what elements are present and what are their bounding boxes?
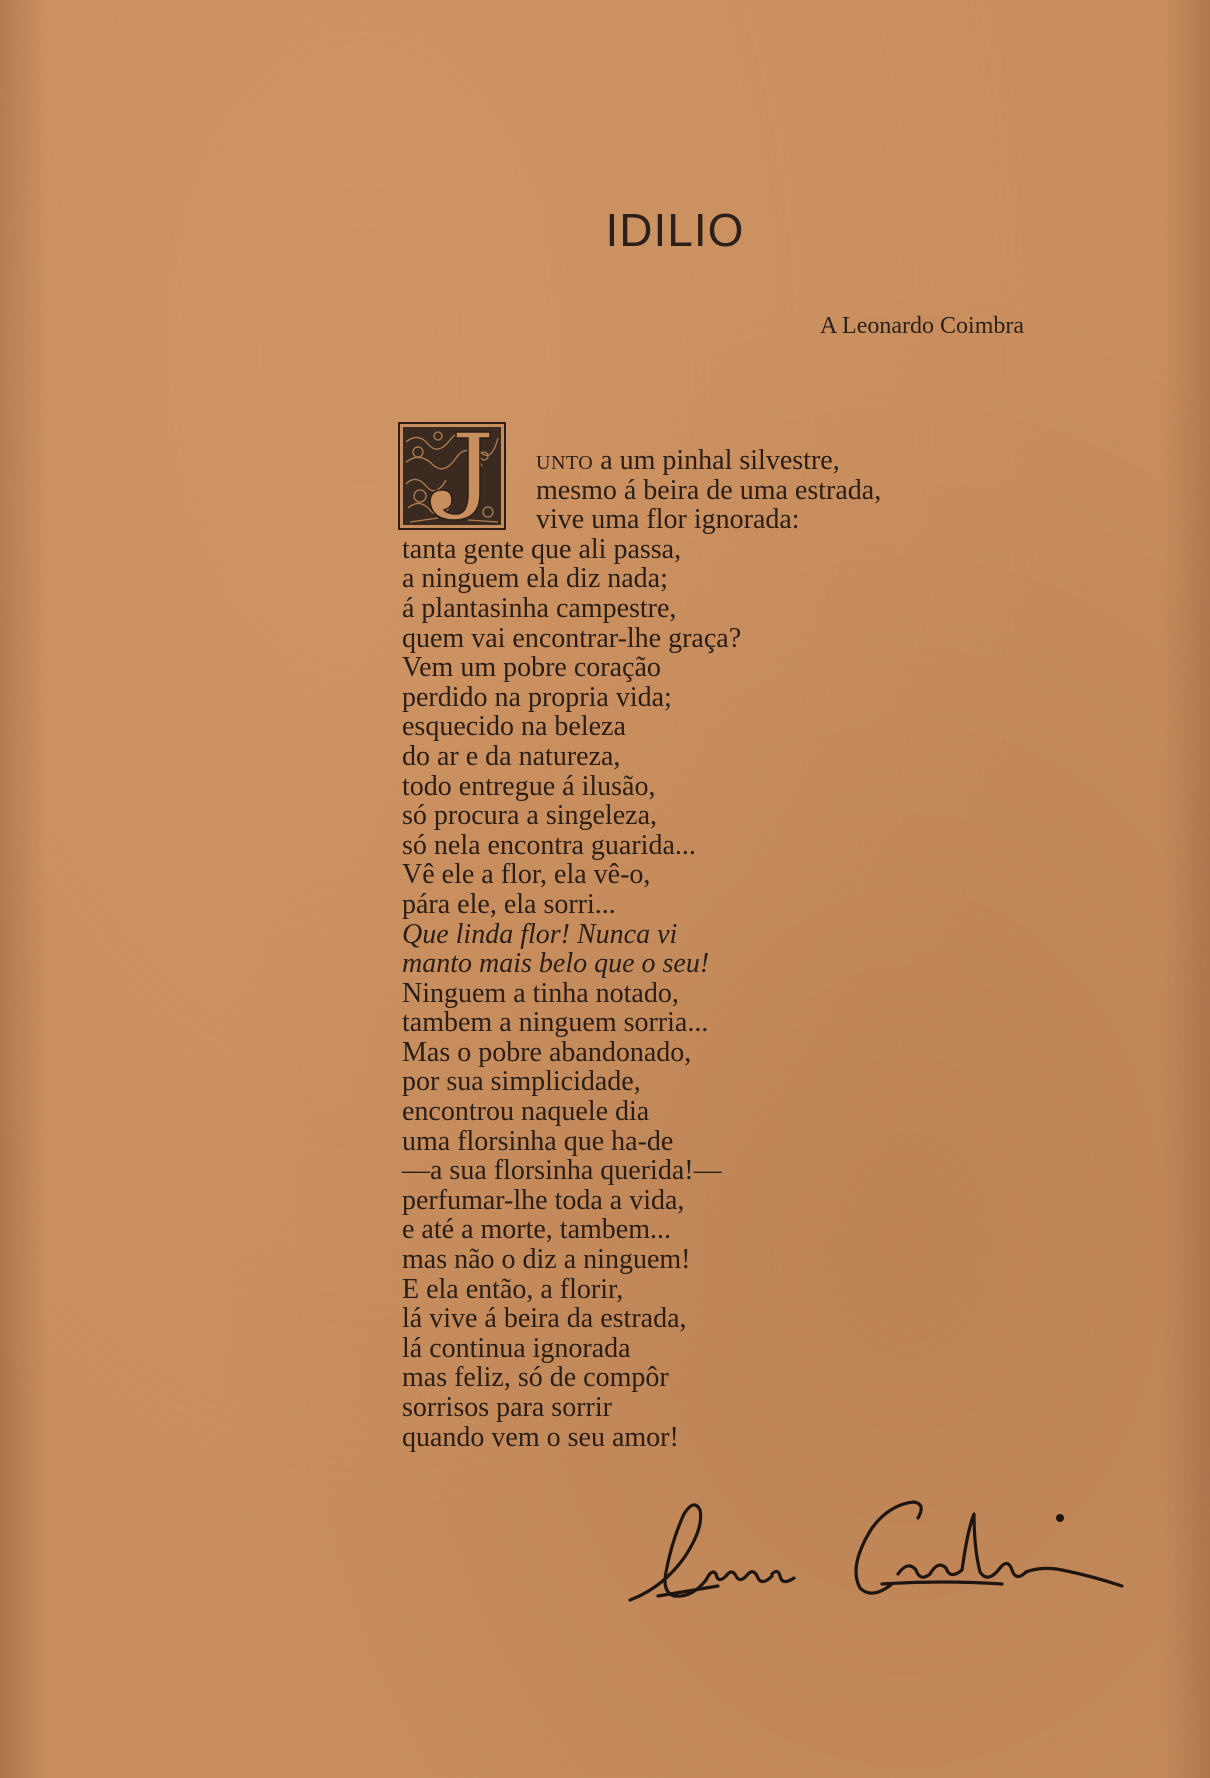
poem-line: perfumar-lhe toda a vida, [402,1184,685,1216]
poem-line: Ninguem a tinha notado, [402,977,679,1009]
poem-line: Mas o pobre abandonado, [402,1036,692,1068]
poem-line: do ar e da natureza, [402,740,621,772]
poem-line: e até a morte, tambem... [402,1214,671,1246]
poem-line: lá vive á beira da estrada, [402,1303,687,1335]
poem-line: quando vem o seu amor! [402,1421,679,1453]
poem-body [402,446,1022,1452]
poem-line: pára ele, ela sorri... [402,888,616,920]
poem-line: mesmo á beira de uma estrada, [536,474,882,506]
poem-line: tambem a ninguem sorria... [402,1007,709,1039]
poem-line: lá continua ignorada [402,1332,631,1364]
poem-line: esquecido na beleza [402,711,626,743]
poem-line: Vem um pobre coração [402,652,661,684]
poem-line-1 [402,446,1022,476]
handwritten-signature [622,1488,1132,1618]
poem-line: mas feliz, só de compôr [402,1362,669,1394]
poem-line: tanta gente que ali passa, [402,533,682,565]
poem-title: IDILIO [605,204,745,256]
poem-line-italic: manto mais belo que o seu! [402,948,710,980]
poem-line: a ninguem ela diz nada; [402,563,668,595]
poem-line: á plantasinha campestre, [402,592,677,624]
poem-line: E ela então, a florir, [402,1273,624,1305]
dedication: A Leonardo Coimbra [820,313,1024,339]
poem-line: encontrou naquele dia [402,1096,650,1128]
poem-line: quem vai encontrar-lhe graça? [402,622,742,654]
poem-line: uma florsinha que ha-de [402,1125,674,1157]
first-line-rest: a um pinhal silvestre, [600,445,840,476]
poem-line: sorrisos para sorrir [402,1392,612,1423]
first-word-rest: unto [536,445,594,476]
poem-line: perdido na propria vida; [402,681,672,713]
poem-line: só procura a singeleza, [402,800,657,832]
poem-line: todo entregue á ilusão, [402,770,656,802]
poem-line: por sua simplicidade, [402,1066,641,1098]
poem-line-italic: Que linda flor! Nunca vi [402,918,678,950]
poem-line: —a sua florsinha querida!— [402,1155,722,1187]
poem-line: Vê ele a flor, ela vê-o, [402,859,651,891]
poem-line: mas não o diz a ninguem! [402,1244,691,1276]
poem-line: só nela encontra guarida... [402,829,696,861]
poem-line: vive uma flor ignorada: [536,504,800,536]
